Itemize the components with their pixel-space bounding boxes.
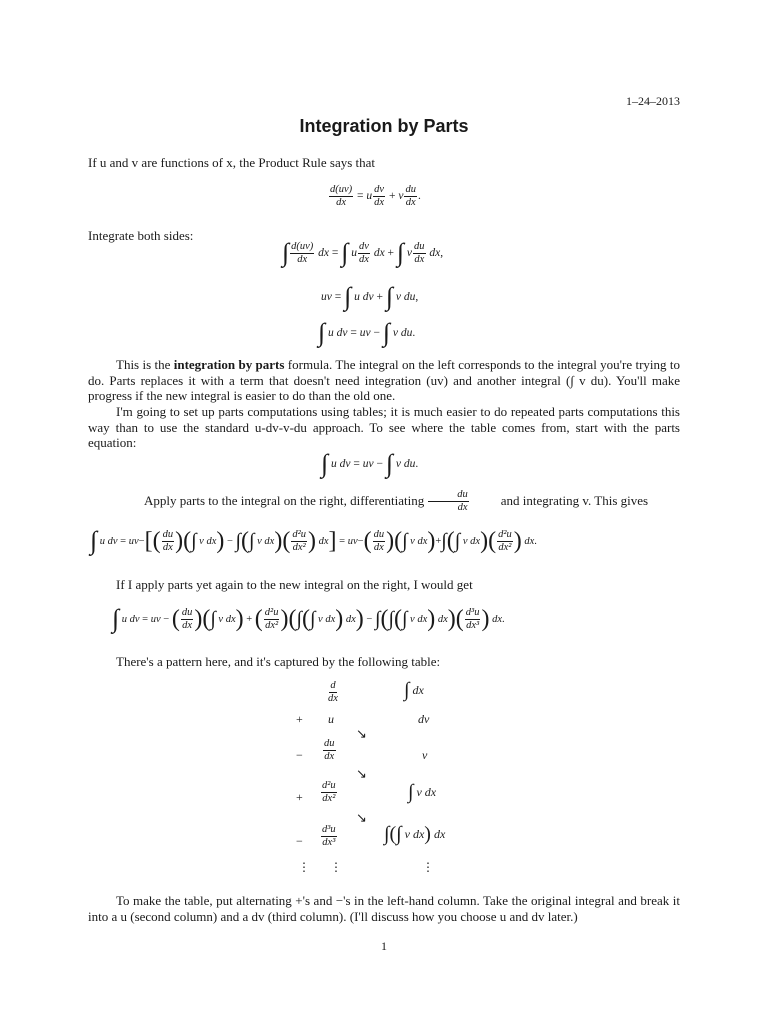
sign-3: + bbox=[296, 790, 303, 804]
col2-row2: $\frac{du}{dx}$ bbox=[324, 738, 335, 762]
product-rule-equation: $\frac{d(uv)}{dx}$ = u $\frac{dv}{dx}$ + v $\frac{du}{dx}$ . bbox=[330, 184, 421, 208]
table-instructions-text: To make the table, put alternating +'s and −'s in the left-hand column. Take the original integral and break it into a u (second column) and a dv (third column). (I'll discuss how you choose u and dv later.) bbox=[88, 893, 680, 924]
col2-ellipsis: ⋮ bbox=[330, 860, 342, 874]
page-number: 1 bbox=[381, 939, 387, 953]
table-method-paragraph bbox=[88, 404, 680, 451]
diagonal-arrow-1: ↘ bbox=[356, 726, 367, 741]
integrate-text: Integrate both sides: bbox=[88, 228, 194, 243]
table-method-text: I'm going to set up parts computations using tables; it is much easier to do repeated parts computations this way than to use the standard u-dv-v-du approach. To see where the table comes from, start with the parts equation: bbox=[88, 404, 680, 450]
intro-paragraph bbox=[88, 155, 680, 171]
col2-row4: $\frac{\text{d³u}}{\text{dx³}}$ bbox=[322, 824, 336, 848]
integrated-equation: ∫ $\frac{d(uv)}{dx}$ dx = ∫ u $\frac{dv}{dx}$ dx + ∫ v $\frac{du}{dx}$ dx , bbox=[282, 238, 444, 267]
diagonal-arrow-2: ↘ bbox=[356, 766, 367, 781]
parts-text-2: formula. The integral on the left corresponds to the integral you're trying to do. Parts replaces it with a term that doesn't need integration (uv) and another integral (∫ v du). You'll make progress if the new integral is easier to do than the old one. bbox=[88, 357, 680, 403]
apply-parts-text-2: and integrating v. This gives bbox=[500, 493, 649, 509]
repeated-parts-equation-1: ∫ u dv = uv − [ ( $\frac{du}{dx}$ ) ( ∫ v dx ) − ∫ ( ∫ v dx ) ( $\frac{\text{d²u}}{\text{dx²}}$ ) dx ] = uv − ( $\frac{du}{dx}$ ) ( ∫ v dx ) + ∫ ( ∫ v dx ) ( $\frac{\text{d²u}}{\text{dx²}}$ ) dx . bbox=[90, 526, 537, 555]
document-date: 1–24–2013 bbox=[626, 94, 680, 108]
sign-ellipsis: ⋮ bbox=[298, 860, 310, 874]
repeated-parts-equation-2: ∫ u dv = uv − ( $\frac{du}{dx}$ ) ( ∫ v dx ) + ( $\frac{\text{d²u}}{\text{dx²}}$ ) ( ∫ ( ∫ v dx ) dx ) − ∫ ( ∫ ( ∫ v dx ) dx ) ( $\frac{\text{d³u}}{\text{dx³}}$ ) dx . bbox=[112, 604, 505, 633]
apply-again-paragraph bbox=[88, 577, 680, 593]
col3-ellipsis: ⋮ bbox=[422, 860, 434, 874]
sign-4: − bbox=[296, 834, 303, 848]
parts-formula: ∫ u dv = uv − ∫ v du . bbox=[318, 318, 416, 347]
sign-1: + bbox=[296, 712, 303, 726]
apply-parts-paragraph: Apply parts to the integral on the right, differentiating $\frac{du}{dx}$ and integrating v. This gives bbox=[88, 489, 680, 513]
col2-row1: u bbox=[328, 712, 334, 726]
uv-equation: uv = ∫ u dv + ∫ v du , bbox=[321, 282, 419, 311]
intro-text: If u and v are functions of x, the Product Rule says that bbox=[88, 155, 376, 170]
apply-parts-text-1: Apply parts to the integral on the right, differentiating bbox=[144, 493, 425, 509]
apply-again-text: If I apply parts yet again to the new integral on the right, I would get bbox=[116, 577, 473, 592]
integrate-label bbox=[88, 228, 288, 244]
col3-row4: ∫ ( ∫ v dx ) dx bbox=[384, 823, 446, 845]
parts-formula-repeat: ∫ u dv = uv − ∫ v du . bbox=[321, 449, 419, 478]
col3-row1: dv bbox=[418, 712, 430, 726]
col3-row2: v bbox=[422, 748, 428, 762]
pattern-paragraph bbox=[88, 654, 680, 670]
sign-2: − bbox=[296, 748, 303, 762]
parts-explanation bbox=[88, 357, 680, 404]
deriv-header: $\frac{d}{dx}$ bbox=[328, 680, 338, 704]
table-instructions-paragraph bbox=[88, 893, 680, 924]
page-title: Integration by Parts bbox=[299, 116, 469, 136]
pattern-text: There's a pattern here, and it's captured by the following table: bbox=[116, 654, 441, 669]
parts-text-1: This is the bbox=[116, 357, 174, 372]
diagonal-arrow-3: ↘ bbox=[356, 810, 367, 825]
parts-table bbox=[280, 676, 480, 881]
parts-bold-term: integration by parts bbox=[173, 357, 285, 372]
integ-header: ∫ dx bbox=[404, 679, 424, 701]
col2-row3: $\frac{\text{d²u}}{\text{dx²}}$ bbox=[322, 780, 336, 804]
col3-row3: ∫ v dx bbox=[408, 781, 437, 803]
